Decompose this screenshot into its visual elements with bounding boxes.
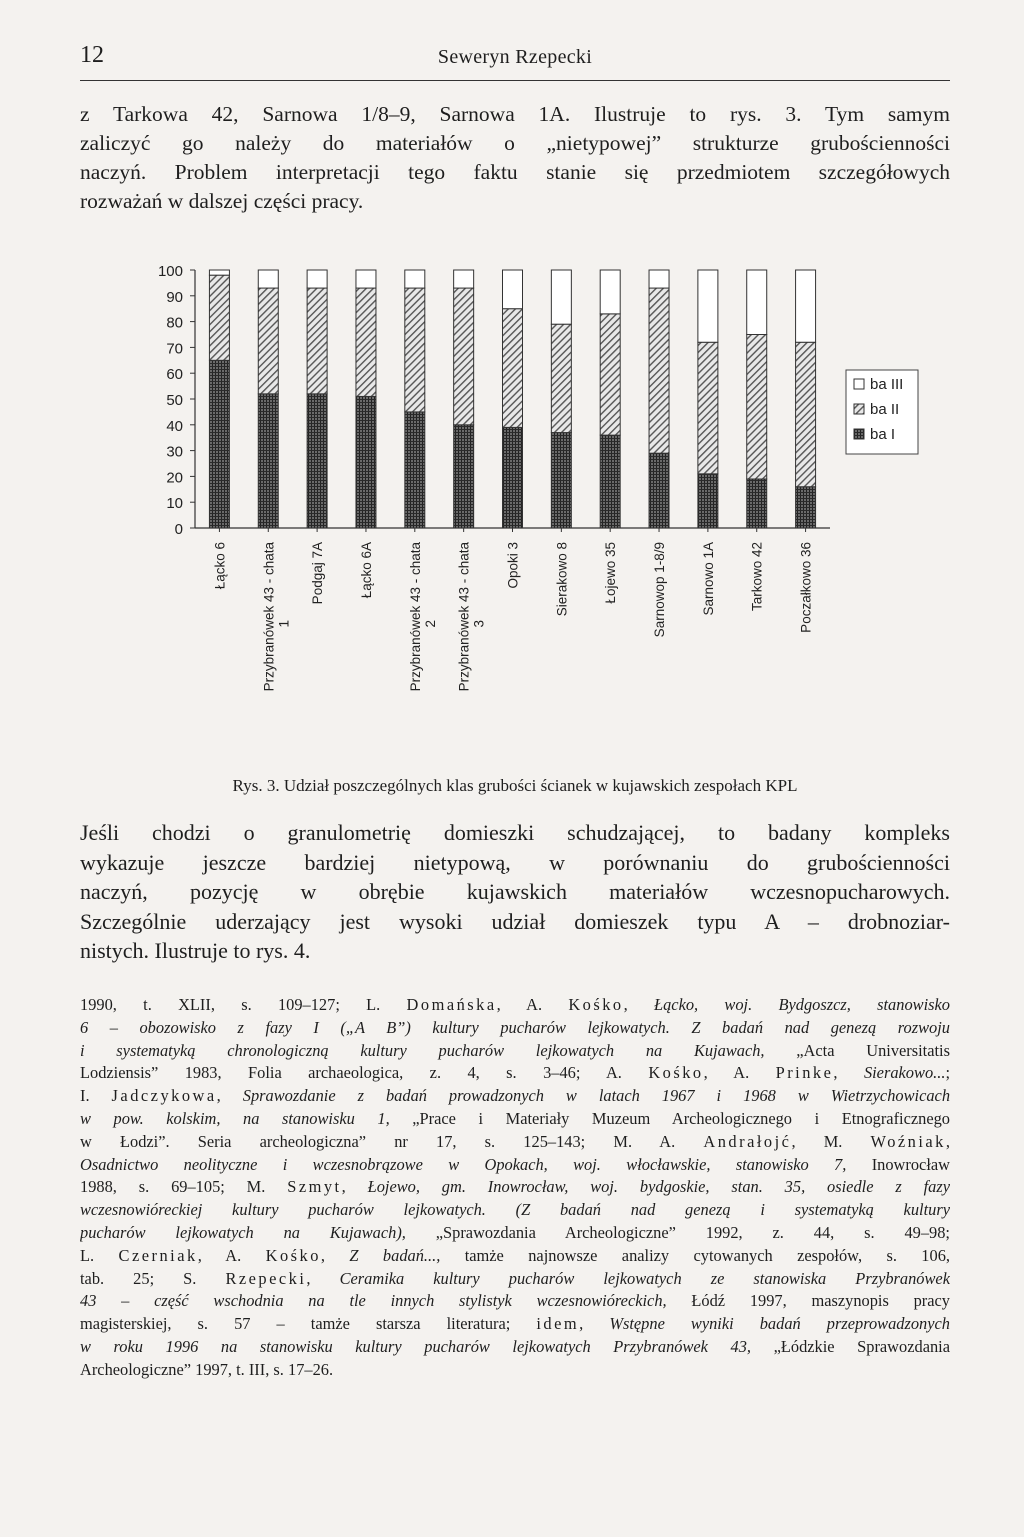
paragraph-line: z Tarkowa 42, Sarnowa 1/8–9, Sarnowa 1A. Ilustruje to rys. 3. Tym samym <box>80 102 950 126</box>
italic-title: Wstępne wyniki badań przeprowadzonych <box>609 1314 950 1334</box>
bar-segment-ba-ii <box>796 342 816 486</box>
footnote-line <box>80 1268 950 1291</box>
bar-segment-ba-iii <box>747 270 767 335</box>
footnote-line <box>80 1040 950 1063</box>
footnote-text: Łódź 1997, maszynopis pracy <box>666 1291 950 1311</box>
y-tick-label: 80 <box>166 314 183 332</box>
bar-segment-ba-iii <box>356 270 376 288</box>
bar-segment-ba-ii <box>551 324 571 432</box>
author-name: Jadczykowa <box>111 1086 217 1106</box>
italic-title: w pow. kolskim, na stanowisku 1, <box>80 1108 390 1128</box>
bar-segment-ba-iii <box>209 270 229 275</box>
figure-caption: Rys. 3. Udział poszczególnych klas grubości ścianek w kujawskich zespołach KPL <box>232 776 798 795</box>
y-tick-label: 70 <box>166 340 183 358</box>
footnote-text: 1990, t. XLII, s. 109–127; L. <box>80 995 407 1014</box>
footnote-line <box>80 1336 950 1359</box>
bar-segment-ba-ii <box>747 335 767 479</box>
italic-title: Ceramika kultury pucharów lejkowatych ze stanowiska Przybranówek <box>339 1268 950 1288</box>
footnote-text: , <box>579 1314 610 1334</box>
bar-segment-ba-ii <box>258 288 278 394</box>
bar-segment-ba-i <box>698 474 718 528</box>
paragraph-line: Szczególnie uderzający jest wysoki udział domieszek typu A – drobnoziar- <box>80 908 950 934</box>
x-tick-label: Łojewo 35 <box>603 542 619 604</box>
footnote-line <box>80 1245 950 1268</box>
author-name: idem <box>536 1314 580 1334</box>
paragraph-line: zaliczyć go należy do materiałów o „nietypowej” strukturze grubościenności <box>80 131 950 155</box>
author-name: Kośko <box>568 995 624 1014</box>
footnote-text: ; <box>945 1063 950 1083</box>
x-tick-label: Przybranówek 43 - chata2 <box>407 542 438 692</box>
x-tick-label: Opoki 3 <box>505 542 521 589</box>
x-tick-label: Przybranówek 43 - chata1 <box>261 542 292 692</box>
italic-title: Z badań..., <box>349 1245 441 1265</box>
footnote-line <box>80 1017 950 1040</box>
x-tick-label: Łącko 6 <box>212 542 228 590</box>
footnote-text: , <box>623 995 654 1014</box>
footnote-text: , <box>341 1177 368 1197</box>
legend-label: ba II <box>870 401 900 418</box>
italic-title: Łącko, woj. Bydgoszcz, stanowisko <box>654 995 950 1014</box>
bar-segment-ba-iii <box>258 270 278 288</box>
footnote-line <box>80 1199 950 1222</box>
paragraph-line: naczyń. Problem interpretacji tego faktu stanie się przedmiotem szczegółowych <box>80 160 950 184</box>
chart-canvas <box>140 252 940 762</box>
italic-title: Sierakowo... <box>863 1063 946 1083</box>
footnote-line <box>80 1176 950 1199</box>
y-tick-label: 90 <box>166 288 183 306</box>
footnote-text: tamże najnowsze analizy cytowanych zespołów, s. 106, <box>440 1245 950 1265</box>
footnote-text: , <box>306 1268 340 1288</box>
bar-segment-ba-iii <box>307 270 327 288</box>
italic-title: Łojewo, gm. Inowrocław, woj. bydgoskie, stan. 35, osiedle z fazy <box>367 1177 950 1197</box>
italic-title: i systematyką chronologiczną kultury pucharów lejkowatych na Kujawach, <box>80 1040 765 1060</box>
x-tick-label: Tarkowo 42 <box>749 542 765 612</box>
bar-segment-ba-iii <box>796 270 816 342</box>
italic-title: w roku 1996 na stanowisku kultury pucharów lejkowatych Przybranówek 43, <box>80 1336 752 1356</box>
y-tick-label: 40 <box>166 417 183 435</box>
author-name: Prinke <box>775 1063 834 1083</box>
y-tick-label: 50 <box>166 392 183 409</box>
italic-title: wczesnowióreckiej kultury pucharów lejkowatych. (Z badań nad genezą i systematyką kultury <box>80 1200 950 1220</box>
x-tick-label: Sierakowo 8 <box>554 542 570 617</box>
italic-title: Osadnictwo neolityczne i wczesnobrązowe w Opokach, woj. włocławskie, stanowisko 7, <box>80 1154 847 1174</box>
footnote-text: , A. <box>496 995 569 1014</box>
bar-segment-ba-ii <box>503 309 523 428</box>
running-head: Seweryn Rzepecki <box>437 46 593 68</box>
author-name: Woźniak <box>870 1131 946 1151</box>
bar-segment-ba-iii <box>503 270 523 309</box>
footnote-text: magisterskiej, s. 57 – tamże starsza literatura; <box>80 1314 537 1334</box>
footnote-line <box>80 1085 950 1108</box>
bar-segment-ba-i <box>600 435 620 528</box>
page-number: 12 <box>80 42 104 68</box>
footnote-text: „Sprawozdania Archeologiczne” 1992, z. 44, s. 49–98; <box>405 1222 950 1242</box>
x-tick-label: Sarnowo 1A <box>700 542 716 616</box>
footnote-line <box>80 1108 950 1131</box>
bar-segment-ba-i <box>503 427 523 528</box>
bar-segment-ba-i <box>747 479 767 528</box>
bar-segment-ba-ii <box>356 288 376 396</box>
footnote-text: L. <box>80 1245 119 1265</box>
author-name: Rzepecki <box>225 1268 307 1288</box>
footnote-line <box>80 1154 950 1177</box>
bar-segment-ba-i <box>307 394 327 528</box>
bar-segment-ba-iii <box>405 270 425 288</box>
footnote-text: , M. <box>791 1131 871 1151</box>
footnote-text: Lodziensis” 1983, Folia archaeologica, z. 4, s. 3–46; A. <box>80 1063 649 1083</box>
author-name: Domańska <box>406 995 497 1014</box>
footnote-line <box>80 1290 950 1313</box>
x-tick-label: Podgaj 7A <box>310 542 326 605</box>
y-tick-label: 100 <box>157 263 183 280</box>
bar-segment-ba-ii <box>209 275 229 360</box>
footnote-line <box>80 994 950 1017</box>
y-tick-label: 10 <box>166 495 183 513</box>
footnote-text: 1988, s. 69–105; M. <box>80 1177 288 1197</box>
footnote-text: , <box>216 1086 243 1106</box>
footnote-line <box>80 1313 950 1336</box>
footnote-line <box>80 1222 950 1245</box>
bar-segment-ba-i <box>649 453 669 528</box>
italic-title: 43 – część wschodnia na tle innych stylistyk wczesnowióreckich, <box>80 1291 667 1311</box>
bar-segment-ba-i <box>796 487 816 528</box>
footnote-text: tab. 25; S. <box>80 1268 226 1288</box>
bar-segment-ba-iii <box>698 270 718 342</box>
footnote-text: Archeologiczne” 1997, t. III, s. 17–26. <box>80 1359 334 1379</box>
footnote-text: „Łódzkie Sprawozdania <box>751 1336 950 1356</box>
legend-swatch <box>854 404 864 414</box>
author-name: Kośko <box>265 1245 321 1265</box>
footnote-text: I. <box>80 1086 112 1106</box>
y-tick-label: 0 <box>174 521 183 538</box>
footnote-text: , A. <box>197 1245 266 1265</box>
footnote-text: , <box>945 1131 950 1151</box>
stacked-bar-chart <box>140 252 940 762</box>
paragraph-line: Jeśli chodzi o granulometrię domieszki schudzającej, to badany kompleks <box>80 820 950 845</box>
author-name: Andrałojć <box>703 1131 792 1151</box>
footnote-text: , <box>833 1063 864 1083</box>
x-tick-label: Łącko 6A <box>358 542 374 599</box>
footnote-text: Inowrocław <box>846 1154 950 1174</box>
x-tick-label: Poczałkowo 36 <box>798 542 814 633</box>
footnote-text: „Prace i Materiały Muzeum Archeologicznego i Etnograficznego <box>389 1108 950 1128</box>
y-tick-label: 30 <box>166 443 183 461</box>
paragraph-line: rozważań w dalszej części pracy. <box>80 189 364 213</box>
x-tick-label: Przybranówek 43 - chata3 <box>456 542 487 692</box>
bar-segment-ba-ii <box>405 288 425 412</box>
paragraph-2 <box>80 818 950 966</box>
bar-segment-ba-i <box>258 394 278 528</box>
paragraph-line: wykazuje jeszcze bardziej nietypową, w porównaniu do grubościenności <box>80 849 950 875</box>
bar-segment-ba-iii <box>454 270 474 288</box>
paragraph-line: nistych. Ilustruje to rys. 4. <box>80 938 311 963</box>
paragraph-line: naczyń, pozycję w obrębie kujawskich materiałów wczesnopucharowych. <box>80 879 950 904</box>
bar-segment-ba-ii <box>454 288 474 425</box>
footnote-text: , A. <box>703 1063 776 1083</box>
footnote-text: w Łodzi”. Seria archeologiczna” nr 17, s. 125–143; M. A. <box>80 1131 704 1151</box>
bar-segment-ba-ii <box>698 342 718 474</box>
bar-segment-ba-i <box>209 360 229 528</box>
author-name: Kośko <box>648 1063 704 1083</box>
bar-segment-ba-ii <box>649 288 669 453</box>
footnote-line <box>80 1359 950 1382</box>
author-name: Czerniak <box>118 1245 198 1265</box>
footnote-text: „Acta Universitatis <box>764 1040 950 1060</box>
legend-swatch <box>854 429 864 439</box>
footnote-text: , <box>320 1245 350 1265</box>
italic-title: 6 – obozowisko z fazy I („A B”) kultury pucharów lejkowatych. Z badań nad genezą rozwoju <box>80 1017 950 1037</box>
italic-title: Sprawozdanie z badań prowadzonych w latach 1967 i 1968 w Wietrzychowicach <box>242 1086 950 1106</box>
x-tick-label: Sarnowop 1-8/9 <box>652 542 668 638</box>
page-header <box>80 40 950 81</box>
legend-swatch <box>854 379 864 389</box>
author-name: Szmyt <box>287 1177 342 1197</box>
footnote <box>80 994 950 1382</box>
legend-label: ba I <box>870 426 896 443</box>
italic-title: pucharów lejkowatych na Kujawach), <box>80 1222 406 1242</box>
bar-segment-ba-iii <box>649 270 669 288</box>
bar-segment-ba-iii <box>551 270 571 324</box>
bar-segment-ba-i <box>454 425 474 528</box>
y-tick-label: 60 <box>166 366 183 384</box>
bar-segment-ba-ii <box>600 314 620 435</box>
legend-label: ba III <box>870 376 904 393</box>
bar-segment-ba-i <box>356 396 376 528</box>
footnote-line <box>80 1062 950 1085</box>
y-tick-label: 20 <box>166 469 183 487</box>
bar-segment-ba-iii <box>600 270 620 314</box>
bar-segment-ba-i <box>405 412 425 528</box>
bar-segment-ba-ii <box>307 288 327 394</box>
footnote-line <box>80 1131 950 1154</box>
paragraph-1 <box>80 100 950 216</box>
bar-segment-ba-i <box>551 433 571 528</box>
